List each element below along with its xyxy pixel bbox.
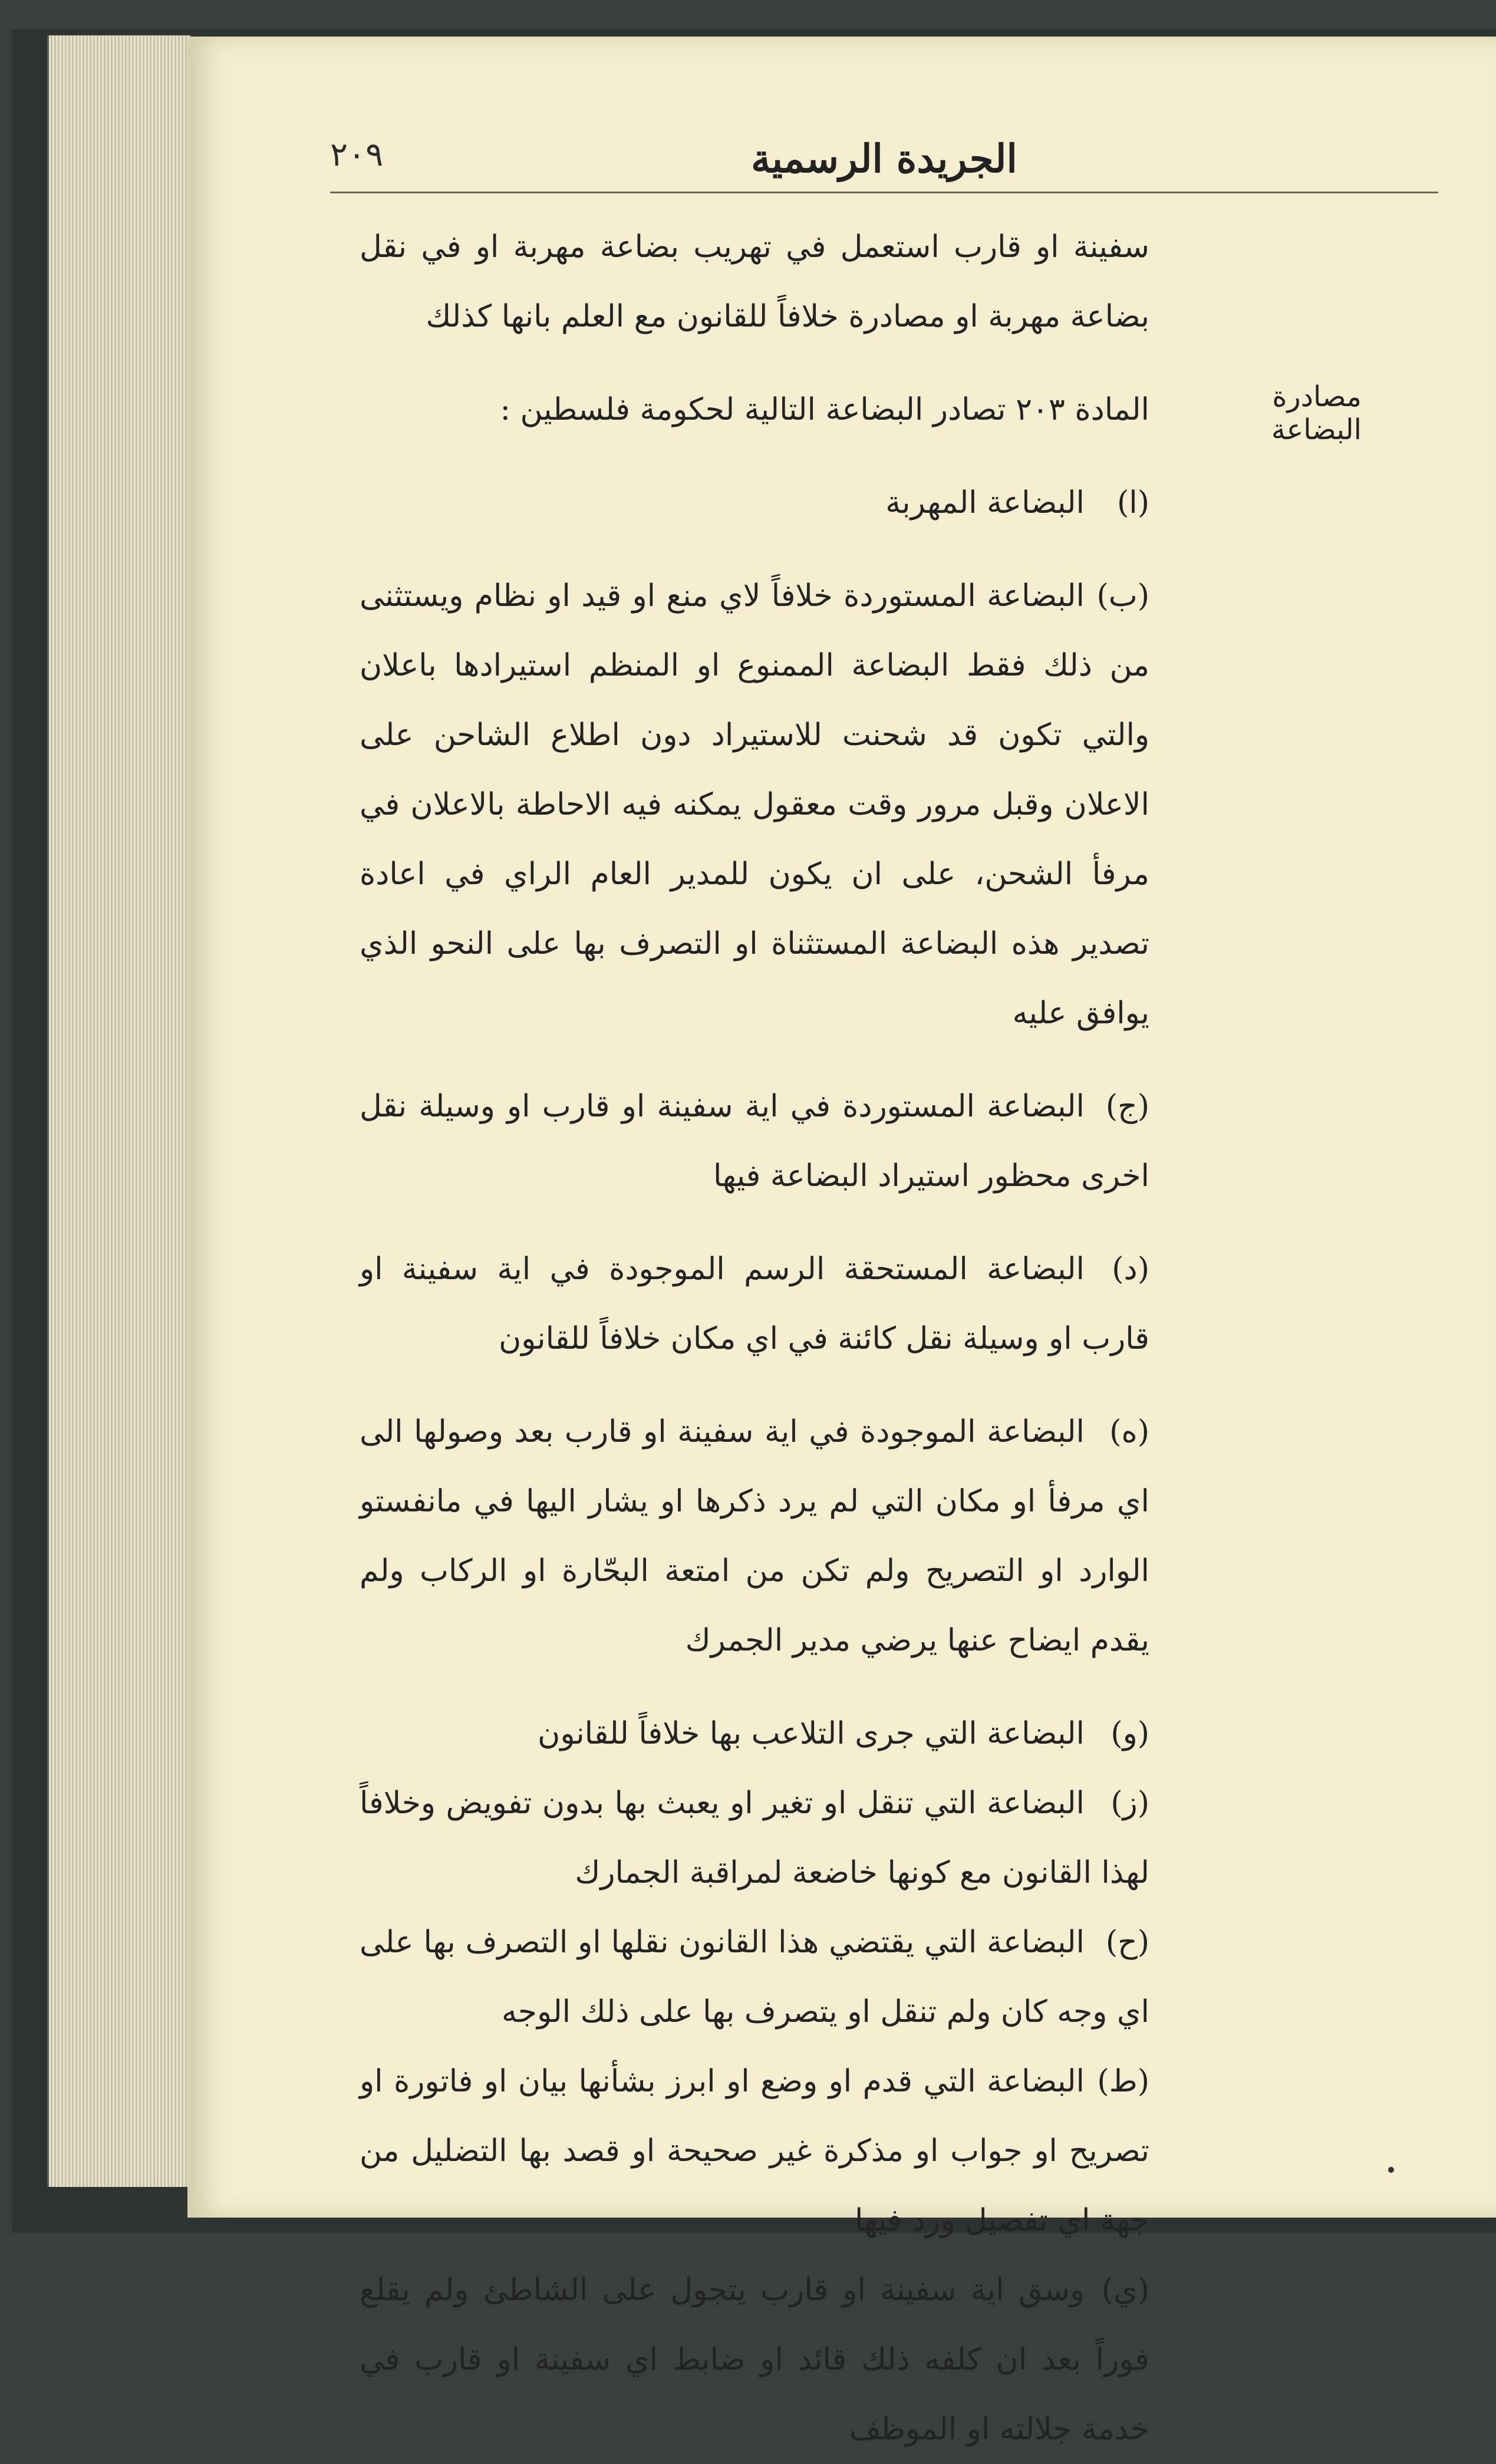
item-label: (ز) xyxy=(1111,1786,1149,1821)
item-text: البضاعة التي قدم او وضع او ابرز بشأنها بيان او فاتورة او تصريح او جواب او مذكرة غير صحيحة او قصد بها التضليل من جهة اي تفصيل ورد فيها xyxy=(360,2064,1149,2238)
running-title: الجريدة الرسمية xyxy=(751,136,1017,182)
item-label: (ح) xyxy=(1105,1925,1149,1960)
page-body xyxy=(360,212,1149,2464)
page-number: ٢٠٩ xyxy=(330,136,384,174)
page-mark xyxy=(1388,2167,1394,2173)
item-label: (د) xyxy=(1112,1251,1149,1287)
list-item xyxy=(360,1768,1149,1908)
list-item xyxy=(360,1234,1149,1373)
item-text: البضاعة المستوردة خلافاً لاي منع او قيد او نظام ويستثنى من ذلك فقط البضاعة الممنوع او المنظم استيرادها باعلان والتي تكون قد شحنت للاستيراد دون اطلاع الشاحن على الاعلان وقبل مرور وقت معقول يمكنه فيه الاحاطة بالاعلان في مرفأ الشحن، على ان يكون للمدير العام الراي في اعادة تصدير هذه البضاعة المستثناة او التصرف بها على النحو الذي يوافق عليه xyxy=(360,578,1149,1031)
page-edges xyxy=(47,35,190,2187)
item-label: (و) xyxy=(1111,1716,1149,1751)
item-text: البضاعة التي تنقل او تغير او يعبث بها بدون تفويض وخلافاً لهذا القانون مع كونها خاضعة لمراقبة الجمارك xyxy=(360,1786,1149,1890)
item-text: البضاعة التي يقتضي هذا القانون نقلها او التصرف بها على اي وجه كان ولم تنقل او يتصرف بها على ذلك الوجه xyxy=(360,1925,1149,2030)
item-label: (ط) xyxy=(1097,2064,1149,2099)
article-heading: المادة ٢٠٣ تصادر البضاعة التالية لحكومة فلسطين : xyxy=(500,392,1149,427)
item-text: البضاعة المستحقة الرسم الموجودة في اية سفينة او قارب او وسيلة نقل كائنة في اي مكان خلافاً للقانون xyxy=(360,1251,1149,1356)
list-item xyxy=(360,1699,1149,1768)
item-label: (ج) xyxy=(1105,1089,1149,1124)
page-header xyxy=(330,136,1438,193)
list-item xyxy=(360,468,1149,538)
list-item xyxy=(360,1908,1149,2047)
list-item xyxy=(360,1397,1149,1675)
item-label: (ي) xyxy=(1101,2272,1149,2308)
item-text: البضاعة الموجودة في اية سفينة او قارب بعد وصولها الى اي مرفأ او مكان التي لم يرد ذكرها او يشار اليها في مانفستو الوارد او التصريح ولم تكن من امتعة البحّارة او الركاب ولم يقدم ايضاح عنها يرضي مدير الجمرك xyxy=(360,1414,1149,1658)
list-item xyxy=(360,2047,1149,2255)
item-text: وسق اية سفينة او قارب يتجول على الشاطئ ولم يقلع فوراً بعد ان كلفه ذلك قائد او ضابط اي سفينة او قارب في خدمة جلالته او الموظف xyxy=(360,2272,1149,2447)
item-text: البضاعة المستوردة في اية سفينة او قارب او وسيلة نقل اخرى محظور استيراد البضاعة فيها xyxy=(360,1089,1149,1194)
list-item xyxy=(360,1072,1149,1211)
list-item xyxy=(360,2255,1149,2464)
item-label: (ه) xyxy=(1109,1414,1149,1450)
item-text: البضاعة المهربة xyxy=(885,485,1085,521)
intro-paragraph: سفينة او قارب استعمل في تهريب بضاعة مهربة او في نقل بضاعة مهربة او مصادرة خلافاً للقانون مع العلم بانها كذلك xyxy=(360,229,1149,334)
list-item xyxy=(360,561,1149,1048)
item-text: البضاعة التي جرى التلاعب بها خلافاً للقانون xyxy=(538,1716,1085,1751)
margin-note: مصادرة البضاعة xyxy=(1271,380,1362,446)
item-label: (ب) xyxy=(1096,578,1149,614)
item-label: (ا) xyxy=(1116,485,1149,521)
